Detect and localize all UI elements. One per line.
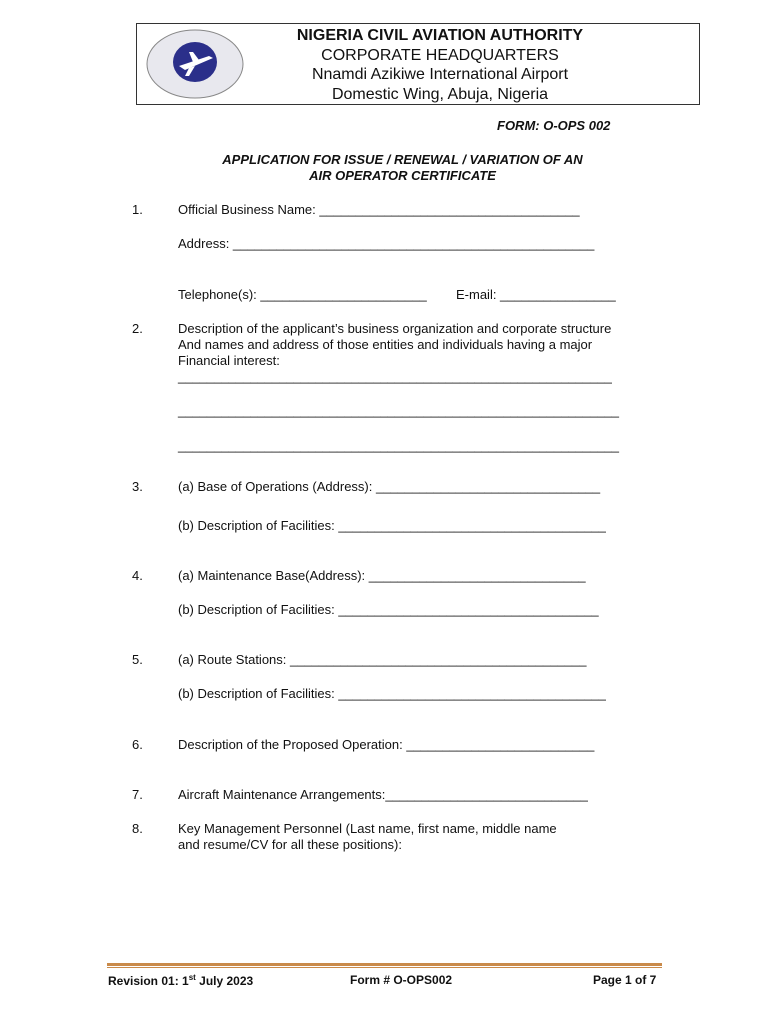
title-line-2: AIR OPERATOR CERTIFICATE	[309, 168, 496, 183]
item-number: 8.	[132, 821, 143, 836]
page-number: Page 1 of 7	[593, 973, 657, 987]
form-title	[170, 152, 635, 184]
description-text	[178, 321, 658, 369]
item-number: 3.	[132, 479, 143, 494]
description-blank-1[interactable]: ____________________________________________________________	[178, 369, 612, 384]
email-field[interactable]: E-mail: ________________	[456, 287, 616, 302]
item-number: 4.	[132, 568, 143, 583]
airport-line: Nnamdi Azikiwe International Airport	[311, 66, 569, 83]
footer-form-number: Form # O-OPS002	[350, 973, 453, 987]
maintenance-base-field[interactable]: (a) Maintenance Base(Address): ______________________________	[178, 568, 586, 583]
route-stations-field[interactable]: (a) Route Stations: _________________________________________	[178, 652, 587, 667]
item-number: 2.	[132, 321, 143, 336]
business-name-field[interactable]: Official Business Name: ____________________________________	[178, 202, 580, 217]
route-facilities-field[interactable]: (b) Description of Facilities: _____________________________________	[178, 686, 606, 701]
letterhead-text	[255, 26, 625, 104]
proposed-operation-field[interactable]: Description of the Proposed Operation: __________________________	[178, 737, 595, 752]
letterhead	[136, 23, 700, 105]
form-number: FORM: O-OPS 002	[497, 118, 611, 133]
item-number: 6.	[132, 737, 143, 752]
desc-line: Financial interest:	[178, 353, 280, 368]
revision-label: Revision 01: 1st July 2023	[108, 973, 254, 988]
description-blank-2[interactable]: _____________________________________________________________	[178, 403, 620, 418]
footer-rule	[107, 963, 662, 966]
ncaa-logo	[145, 28, 245, 100]
description-blank-3[interactable]: _____________________________________________________________	[178, 438, 620, 453]
aircraft-maintenance-field[interactable]: Aircraft Maintenance Arrangements:____________________________	[178, 787, 588, 802]
item-number: 1.	[132, 202, 143, 217]
title-line-1: APPLICATION FOR ISSUE / RENEWAL / VARIATION OF AN	[222, 152, 583, 167]
key-personnel-line: and resume/CV for all these positions):	[178, 837, 402, 852]
footer-rule	[107, 967, 662, 968]
base-operations-field[interactable]: (a) Base of Operations (Address): _______________________________	[178, 479, 601, 494]
org-name: NIGERIA CIVIL AVIATION AUTHORITY	[296, 27, 584, 44]
desc-line: Description of the applicant’s business organization and corporate structure	[178, 321, 612, 336]
base-facilities-field[interactable]: (b) Description of Facilities: _____________________________________	[178, 518, 606, 533]
telephone-field[interactable]: Telephone(s): _______________________	[178, 287, 427, 302]
item-number: 7.	[132, 787, 143, 802]
item-number: 5.	[132, 652, 143, 667]
desc-line: And names and address of those entities and individuals having a major	[178, 337, 593, 352]
maintenance-facilities-field[interactable]: (b) Description of Facilities: ____________________________________	[178, 602, 599, 617]
address-field[interactable]: Address: __________________________________________________	[178, 236, 595, 251]
wing-line: Domestic Wing, Abuja, Nigeria	[331, 85, 549, 103]
hq-line: CORPORATE HEADQUARTERS	[321, 46, 559, 64]
key-personnel-line: Key Management Personnel (Last name, first name, middle name	[178, 821, 557, 836]
key-personnel-text	[178, 821, 658, 853]
